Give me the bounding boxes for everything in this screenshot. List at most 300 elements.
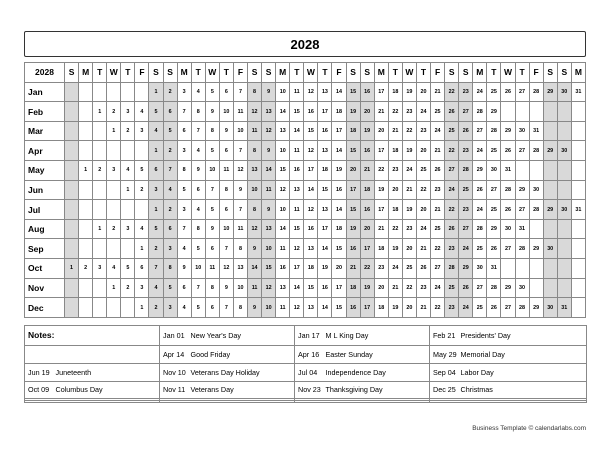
holiday-name: Memorial Day <box>458 345 587 363</box>
month-row <box>25 161 586 181</box>
month-row <box>25 259 586 279</box>
day-cell: 20 <box>416 200 430 220</box>
empty-cell <box>543 161 557 181</box>
weekday-header: T <box>290 63 304 83</box>
weekday-header: F <box>431 63 445 83</box>
day-cell: 30 <box>543 298 557 318</box>
day-cell: 29 <box>487 219 501 239</box>
day-cell: 14 <box>290 278 304 298</box>
day-cell: 15 <box>318 180 332 200</box>
day-cell: 7 <box>191 278 205 298</box>
day-cell: 9 <box>262 200 276 220</box>
empty-cell <box>65 278 79 298</box>
day-cell: 16 <box>360 141 374 161</box>
day-cell: 22 <box>388 102 402 122</box>
day-cell: 22 <box>402 278 416 298</box>
day-cell: 6 <box>205 298 219 318</box>
day-cell: 7 <box>233 141 247 161</box>
day-cell: 5 <box>177 180 191 200</box>
day-cell: 4 <box>163 180 177 200</box>
day-cell: 11 <box>276 239 290 259</box>
day-cell: 25 <box>416 161 430 181</box>
day-cell: 19 <box>402 200 416 220</box>
empty-cell <box>65 219 79 239</box>
day-cell: 18 <box>332 219 346 239</box>
day-cell: 28 <box>473 219 487 239</box>
empty-cell <box>93 141 107 161</box>
holiday-name: New Year's Day <box>188 326 295 346</box>
empty-cell <box>107 200 121 220</box>
day-cell: 25 <box>473 239 487 259</box>
empty-cell <box>79 278 93 298</box>
empty-cell <box>557 278 571 298</box>
day-cell: 5 <box>163 121 177 141</box>
day-cell: 24 <box>416 102 430 122</box>
day-cell: 17 <box>318 102 332 122</box>
notes-row <box>25 363 587 381</box>
empty-cell <box>135 82 149 102</box>
day-cell: 28 <box>487 121 501 141</box>
day-cell: 25 <box>487 200 501 220</box>
month-label: Nov <box>25 278 65 298</box>
holiday-name <box>53 345 160 363</box>
day-cell: 5 <box>135 161 149 181</box>
day-cell: 8 <box>233 298 247 318</box>
day-cell: 14 <box>290 121 304 141</box>
day-cell: 26 <box>473 180 487 200</box>
footer-credit: Business Template © calendarlabs.com <box>472 425 586 432</box>
holiday-date: Apr 14 <box>160 345 188 363</box>
empty-cell <box>571 298 585 318</box>
day-cell: 16 <box>276 259 290 279</box>
day-cell: 19 <box>402 82 416 102</box>
day-cell: 21 <box>346 259 360 279</box>
day-cell: 10 <box>219 219 233 239</box>
empty-cell <box>557 259 571 279</box>
day-cell: 26 <box>459 121 473 141</box>
empty-cell <box>93 121 107 141</box>
day-cell: 12 <box>304 141 318 161</box>
holiday-date <box>430 401 458 403</box>
day-cell: 17 <box>290 259 304 279</box>
day-cell: 14 <box>262 161 276 181</box>
weekday-header: F <box>332 63 346 83</box>
empty-cell <box>65 298 79 318</box>
weekday-header: T <box>388 63 402 83</box>
empty-cell <box>529 278 543 298</box>
day-cell: 10 <box>233 278 247 298</box>
day-cell: 3 <box>149 180 163 200</box>
day-cell: 22 <box>360 259 374 279</box>
weekday-header: S <box>557 63 571 83</box>
day-cell: 17 <box>318 219 332 239</box>
day-cell: 29 <box>473 161 487 181</box>
day-cell: 31 <box>515 219 529 239</box>
day-cell: 6 <box>205 239 219 259</box>
weekday-header: T <box>219 63 233 83</box>
empty-cell <box>79 239 93 259</box>
weekday-header: T <box>121 63 135 83</box>
day-cell: 19 <box>318 259 332 279</box>
day-cell: 4 <box>191 82 205 102</box>
day-cell: 25 <box>459 180 473 200</box>
day-cell: 18 <box>304 259 318 279</box>
empty-cell <box>529 161 543 181</box>
day-cell: 1 <box>93 102 107 122</box>
empty-cell <box>93 239 107 259</box>
day-cell: 23 <box>388 161 402 181</box>
empty-cell <box>79 102 93 122</box>
day-cell: 26 <box>487 298 501 318</box>
day-cell: 11 <box>262 180 276 200</box>
day-cell: 12 <box>262 278 276 298</box>
day-cell: 8 <box>191 219 205 239</box>
day-cell: 25 <box>431 219 445 239</box>
day-cell: 14 <box>318 239 332 259</box>
day-cell: 9 <box>177 259 191 279</box>
day-cell: 18 <box>388 141 402 161</box>
day-cell: 30 <box>487 161 501 181</box>
weekday-header: W <box>205 63 219 83</box>
notes-row <box>25 326 587 346</box>
day-cell: 10 <box>191 259 205 279</box>
day-cell: 20 <box>402 298 416 318</box>
day-cell: 27 <box>473 278 487 298</box>
day-cell: 24 <box>416 219 430 239</box>
day-cell: 27 <box>487 180 501 200</box>
day-cell: 7 <box>219 298 233 318</box>
day-cell: 21 <box>431 200 445 220</box>
day-cell: 1 <box>121 180 135 200</box>
day-cell: 28 <box>487 278 501 298</box>
day-cell: 19 <box>346 102 360 122</box>
day-cell: 12 <box>248 219 262 239</box>
empty-cell <box>571 239 585 259</box>
empty-cell <box>93 298 107 318</box>
day-cell: 26 <box>501 82 515 102</box>
day-cell: 15 <box>276 161 290 181</box>
empty-cell <box>65 102 79 122</box>
empty-cell <box>529 219 543 239</box>
day-cell: 21 <box>360 161 374 181</box>
weekday-header: S <box>248 63 262 83</box>
day-cell: 2 <box>149 298 163 318</box>
empty-cell <box>135 141 149 161</box>
holiday-name: Presidents' Day <box>458 326 587 346</box>
day-cell: 24 <box>473 82 487 102</box>
day-cell: 24 <box>473 200 487 220</box>
weekday-header: S <box>65 63 79 83</box>
day-cell: 26 <box>459 278 473 298</box>
month-label: Jul <box>25 200 65 220</box>
notes-row <box>25 401 587 403</box>
day-cell: 19 <box>346 219 360 239</box>
day-cell: 15 <box>262 259 276 279</box>
day-cell: 18 <box>332 102 346 122</box>
empty-cell <box>571 141 585 161</box>
empty-cell <box>107 82 121 102</box>
day-cell: 13 <box>304 298 318 318</box>
day-cell: 21 <box>416 239 430 259</box>
day-cell: 18 <box>346 278 360 298</box>
day-cell: 2 <box>163 200 177 220</box>
day-cell: 15 <box>332 298 346 318</box>
day-cell: 5 <box>205 141 219 161</box>
day-cell: 27 <box>501 298 515 318</box>
day-cell: 15 <box>346 82 360 102</box>
day-cell: 24 <box>402 161 416 181</box>
day-cell: 28 <box>515 298 529 318</box>
day-cell: 28 <box>501 180 515 200</box>
month-label: May <box>25 161 65 181</box>
day-cell: 2 <box>121 278 135 298</box>
weekday-header: S <box>543 63 557 83</box>
day-cell: 13 <box>262 102 276 122</box>
day-cell: 13 <box>318 200 332 220</box>
empty-cell <box>65 82 79 102</box>
day-cell: 16 <box>360 200 374 220</box>
day-cell: 26 <box>445 102 459 122</box>
day-cell: 24 <box>445 180 459 200</box>
day-cell: 6 <box>219 141 233 161</box>
day-cell: 8 <box>163 259 177 279</box>
day-cell: 8 <box>248 141 262 161</box>
day-cell: 4 <box>149 278 163 298</box>
empty-cell <box>79 180 93 200</box>
day-cell: 9 <box>219 278 233 298</box>
day-cell: 22 <box>431 298 445 318</box>
empty-cell <box>65 141 79 161</box>
day-cell: 18 <box>360 180 374 200</box>
day-cell: 14 <box>304 180 318 200</box>
day-cell: 30 <box>543 239 557 259</box>
day-cell: 4 <box>107 259 121 279</box>
day-cell: 2 <box>79 259 93 279</box>
month-row <box>25 278 586 298</box>
day-cell: 23 <box>416 121 430 141</box>
holiday-date: Feb 21 <box>430 326 458 346</box>
notes-label: Notes: <box>25 326 160 346</box>
month-row <box>25 141 586 161</box>
day-cell: 22 <box>445 141 459 161</box>
day-cell: 14 <box>332 82 346 102</box>
day-cell: 11 <box>290 200 304 220</box>
empty-cell <box>571 219 585 239</box>
weekday-header: F <box>135 63 149 83</box>
day-cell: 21 <box>388 121 402 141</box>
day-cell: 17 <box>360 239 374 259</box>
day-cell: 18 <box>388 200 402 220</box>
day-cell: 4 <box>191 141 205 161</box>
holiday-date: Apr 16 <box>295 345 323 363</box>
empty-cell <box>515 161 529 181</box>
weekday-header: S <box>445 63 459 83</box>
day-cell: 23 <box>459 200 473 220</box>
day-cell: 31 <box>571 200 585 220</box>
weekday-header: S <box>163 63 177 83</box>
day-cell: 5 <box>191 298 205 318</box>
holiday-name: Columbus Day <box>53 381 160 399</box>
day-cell: 11 <box>233 219 247 239</box>
day-cell: 25 <box>445 278 459 298</box>
holiday-name <box>53 401 160 403</box>
month-label: Sep <box>25 239 65 259</box>
day-cell: 16 <box>304 102 318 122</box>
day-cell: 31 <box>487 259 501 279</box>
holiday-date: Oct 09 <box>25 381 53 399</box>
empty-cell <box>79 298 93 318</box>
day-cell: 14 <box>276 219 290 239</box>
day-cell: 26 <box>487 239 501 259</box>
day-cell: 10 <box>219 102 233 122</box>
day-cell: 20 <box>332 259 346 279</box>
weekday-header: S <box>360 63 374 83</box>
day-cell: 13 <box>318 82 332 102</box>
day-cell: 6 <box>177 121 191 141</box>
day-cell: 21 <box>431 141 445 161</box>
day-cell: 24 <box>431 121 445 141</box>
day-cell: 10 <box>262 239 276 259</box>
day-cell: 2 <box>163 82 177 102</box>
day-cell: 1 <box>149 200 163 220</box>
day-cell: 24 <box>388 259 402 279</box>
day-cell: 28 <box>529 200 543 220</box>
day-cell: 16 <box>318 121 332 141</box>
month-row <box>25 102 586 122</box>
day-cell: 25 <box>473 298 487 318</box>
weekday-header: W <box>304 63 318 83</box>
day-cell: 9 <box>262 82 276 102</box>
day-cell: 14 <box>248 259 262 279</box>
day-cell: 5 <box>149 102 163 122</box>
day-cell: 9 <box>248 239 262 259</box>
day-cell: 23 <box>445 298 459 318</box>
day-cell: 3 <box>177 200 191 220</box>
day-cell: 14 <box>276 102 290 122</box>
day-cell: 8 <box>248 82 262 102</box>
day-cell: 7 <box>177 219 191 239</box>
day-cell: 23 <box>459 141 473 161</box>
day-cell: 29 <box>529 298 543 318</box>
empty-cell <box>557 239 571 259</box>
day-cell: 15 <box>290 102 304 122</box>
day-cell: 30 <box>473 259 487 279</box>
day-cell: 17 <box>332 278 346 298</box>
empty-cell <box>557 121 571 141</box>
month-label: Feb <box>25 102 65 122</box>
month-row <box>25 219 586 239</box>
empty-cell <box>93 180 107 200</box>
day-cell: 9 <box>205 102 219 122</box>
holiday-date: Dec 25 <box>430 381 458 399</box>
day-cell: 16 <box>304 219 318 239</box>
day-cell: 23 <box>402 219 416 239</box>
day-cell: 25 <box>402 259 416 279</box>
day-cell: 22 <box>374 161 388 181</box>
day-cell: 8 <box>205 121 219 141</box>
empty-cell <box>543 278 557 298</box>
day-cell: 27 <box>473 121 487 141</box>
day-cell: 3 <box>93 259 107 279</box>
empty-cell <box>543 121 557 141</box>
day-cell: 10 <box>248 180 262 200</box>
day-cell: 9 <box>191 161 205 181</box>
day-cell: 8 <box>177 161 191 181</box>
day-cell: 4 <box>135 219 149 239</box>
notes-row <box>25 381 587 399</box>
day-cell: 29 <box>501 121 515 141</box>
day-cell: 9 <box>248 298 262 318</box>
weekday-header: M <box>473 63 487 83</box>
day-cell: 30 <box>515 278 529 298</box>
day-cell: 23 <box>402 102 416 122</box>
day-cell: 27 <box>515 82 529 102</box>
empty-cell <box>501 102 515 122</box>
empty-cell <box>65 200 79 220</box>
empty-cell <box>65 121 79 141</box>
day-cell: 16 <box>318 278 332 298</box>
weekday-header: S <box>459 63 473 83</box>
day-cell: 6 <box>177 278 191 298</box>
year-corner-label: 2028 <box>25 63 65 83</box>
day-cell: 16 <box>290 161 304 181</box>
holiday-date <box>25 345 53 363</box>
day-cell: 26 <box>416 259 430 279</box>
day-cell: 5 <box>205 82 219 102</box>
day-cell: 13 <box>276 278 290 298</box>
holiday-name: Veterans Day Holiday <box>188 363 295 381</box>
day-cell: 11 <box>248 278 262 298</box>
empty-cell <box>557 180 571 200</box>
day-cell: 2 <box>135 180 149 200</box>
day-cell: 10 <box>276 200 290 220</box>
holiday-name: Good Friday <box>188 345 295 363</box>
day-cell: 12 <box>304 200 318 220</box>
day-cell: 28 <box>473 102 487 122</box>
day-cell: 25 <box>487 82 501 102</box>
holiday-date: Nov 23 <box>295 381 323 399</box>
holiday-name: Thanksgiving Day <box>323 381 430 399</box>
day-cell: 18 <box>318 161 332 181</box>
day-cell: 20 <box>416 82 430 102</box>
day-cell: 24 <box>473 141 487 161</box>
day-cell: 3 <box>135 121 149 141</box>
day-cell: 1 <box>135 239 149 259</box>
day-cell: 20 <box>360 102 374 122</box>
day-cell: 18 <box>374 298 388 318</box>
empty-cell <box>543 219 557 239</box>
empty-cell <box>79 82 93 102</box>
empty-cell <box>93 82 107 102</box>
day-cell: 23 <box>431 180 445 200</box>
weekday-header: M <box>374 63 388 83</box>
day-cell: 28 <box>529 141 543 161</box>
notes-row <box>25 345 587 363</box>
day-cell: 13 <box>290 180 304 200</box>
day-cell: 14 <box>332 141 346 161</box>
day-cell: 2 <box>107 102 121 122</box>
weekday-header: M <box>276 63 290 83</box>
day-cell: 10 <box>276 82 290 102</box>
day-cell: 7 <box>233 82 247 102</box>
day-cell: 1 <box>135 298 149 318</box>
empty-cell <box>571 161 585 181</box>
day-cell: 7 <box>149 259 163 279</box>
empty-cell <box>121 200 135 220</box>
day-cell: 2 <box>121 121 135 141</box>
day-cell: 6 <box>219 82 233 102</box>
empty-cell <box>107 180 121 200</box>
